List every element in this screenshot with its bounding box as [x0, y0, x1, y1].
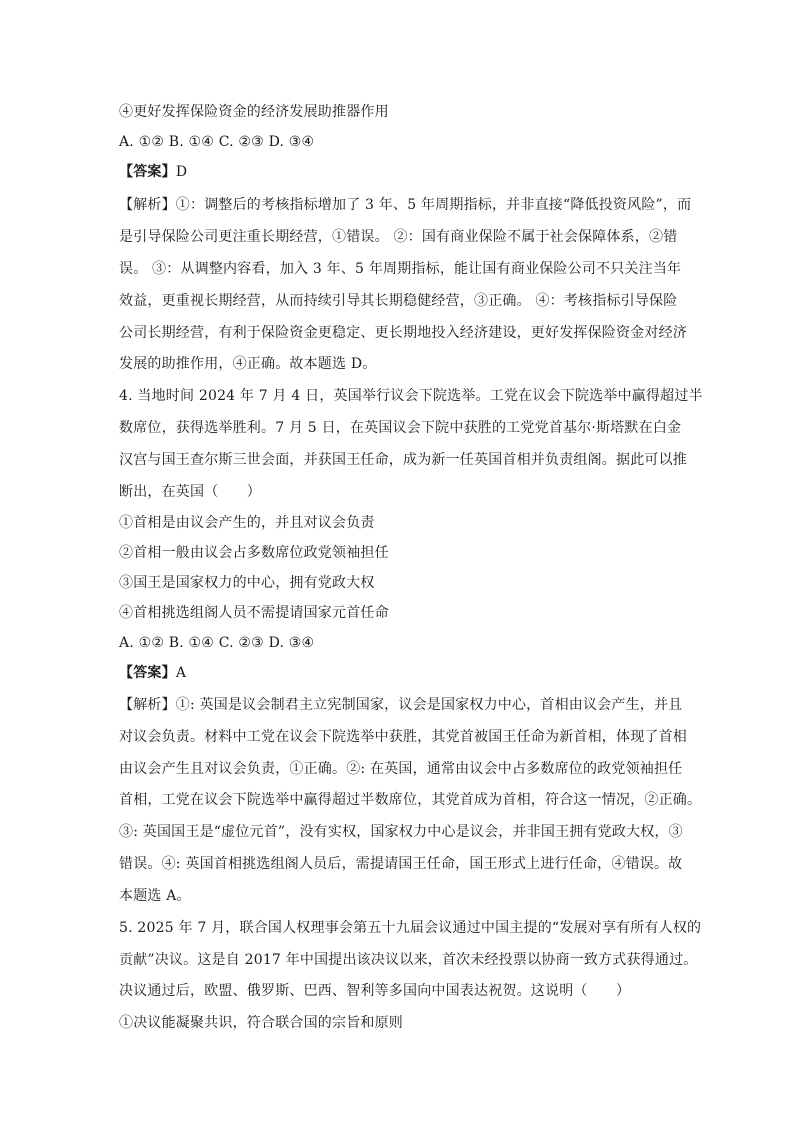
question-line: 贡献”决议。这是自 2017 年中国提出该决议以来，首次未经投票以协商一致方式获得通过。	[119, 952, 698, 968]
answer-label: 【答案】	[119, 665, 176, 681]
analysis-line: 【解析】①：调整后的考核指标增加了 3 年、5 年周期指标，并非直接“降低投资风险”，而	[119, 197, 692, 213]
option-line: ②首相一般由议会占多数席位政党领袖担任	[119, 545, 389, 561]
question-line: 决议通过后，欧盟、俄罗斯、巴西、智利等多国向中国表达祝贺。这说明（ ）	[119, 983, 631, 999]
option-line: ③国王是国家权力的中心，拥有党政大权	[119, 575, 375, 591]
analysis-line: 公司长期经营，有利于保险资金更稳定、更长期地投入经济建设，更好发挥保险资金对经济	[119, 325, 687, 341]
analysis-line: 发展的助推作用，④正确。故本题选 D。	[119, 356, 377, 372]
analysis-line: 由议会产生且对议会负责，①正确。②: 在英国，通常由议会中占多数席位的政党领袖担任	[119, 761, 683, 777]
analysis-line: ③: 英国国王是“虚位元首”，没有实权，国家权力中心是议会，并非国王拥有党政大权，③	[119, 824, 683, 840]
analysis-line: 是引导保险公司更注重长期经营，①错误。 ②：国有商业保险不属于社会保障体系，②错	[119, 229, 678, 245]
analysis-line: 对议会负责。材料中工党在议会下院选举中获胜，其党首被国王任命为新首相，体现了首相	[119, 729, 687, 745]
option-line: ①决议能凝聚共识，符合联合国的宗旨和原则	[119, 1015, 403, 1031]
analysis-line: 首相，工党在议会下院选举中赢得超过半数席位，其党首成为首相，符合这一情况，②正确。	[119, 792, 702, 808]
option-line: ④更好发挥保险资金的经济发展助推器作用	[119, 104, 389, 120]
answer-line	[119, 663, 186, 683]
question-line: 4. 当地时间 2024 年 7 月 4 日，英国举行议会下院选举。工党在议会下院选举中赢得超过半	[119, 388, 703, 404]
choices-line: A. ①② B. ①④ C. ②③ D. ③④	[119, 635, 315, 651]
choices-line: A. ①② B. ①④ C. ②③ D. ③④	[119, 134, 315, 150]
analysis-line: 误。 ③：从调整内容看，加入 3 年、5 年周期指标，能让国有商业保险公司不只关注当年	[119, 261, 682, 277]
analysis-line: 效益，更重视长期经营，从而持续引导其长期稳健经营，③正确。 ④：考核指标引导保险	[119, 293, 678, 309]
answer-value: A	[175, 665, 187, 681]
question-line: 5. 2025 年 7 月，联合国人权理事会第五十九届会议通过中国主提的“发展对享有所有人权的	[119, 920, 702, 936]
option-line: ①首相是由议会产生的，并且对议会负责	[119, 515, 375, 531]
analysis-line: 本题选 A。	[119, 888, 191, 904]
answer-line	[119, 162, 187, 182]
answer-value: D	[175, 164, 188, 180]
answer-label: 【答案】	[119, 164, 176, 180]
question-line: 数席位，获得选举胜利。7 月 5 日，在英国议会下院中获胜的工党党首基尔·斯塔默在白金	[119, 420, 682, 436]
question-line: 断出，在英国（ ）	[119, 484, 261, 500]
analysis-line: 错误。④: 英国首相挑选组阁人员后，需提请国王任命，国王形式上进行任命，④错误。故	[119, 856, 683, 872]
analysis-line: 【解析】①: 英国是议会制君主立宪制国家，议会是国家权力中心，首相由议会产生，并且	[119, 697, 683, 713]
option-line: ④首相挑选组阁人员不需提请国家元首任命	[119, 605, 389, 621]
question-line: 汉宫与国王查尔斯三世会面，并获国王任命，成为新一任英国首相并负责组阁。据此可以推	[119, 452, 687, 468]
